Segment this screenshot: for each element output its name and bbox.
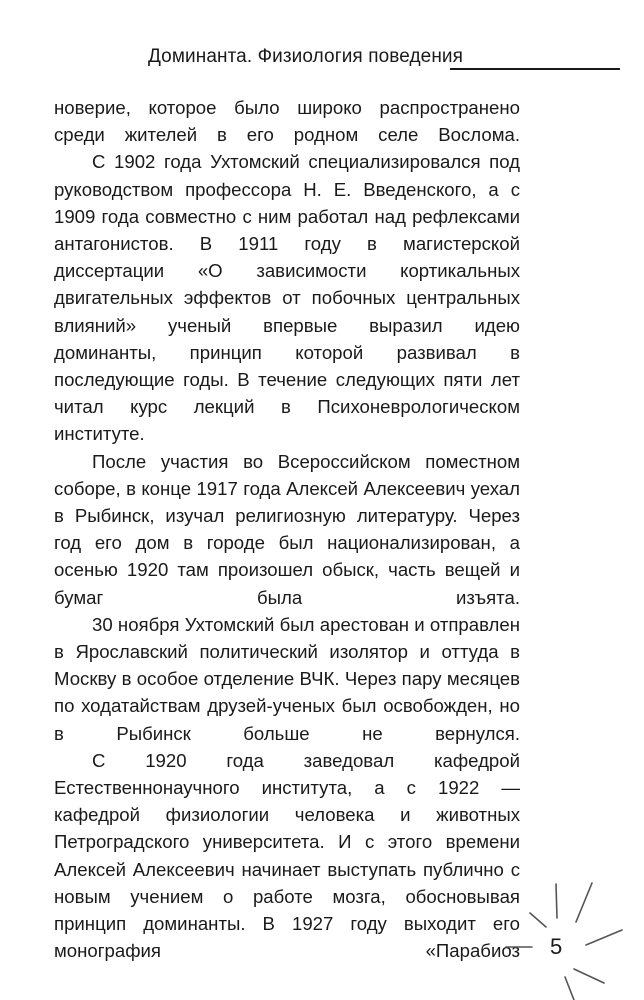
paragraph: После участия во Всероссийском поместном соборе, в конце 1917 года Алексей Алексеевич уехал в Рыбинск, изучал религиозную литературу. Через год его дом в городе был национализирован, а осенью 1920 там произошел обыск, часть вещей и бумаг была изъята. [54,450,520,608]
paragraph: новерие, которое было широко распространено среди жителей в его родном селе Вослома. [54,97,520,146]
burst-ray [586,930,622,945]
paragraph: С 1902 года Ухтомский специализировался под руководством профессора Н. Е. Введенского, а с 1909 года совместно с ним работал над рефлексами антагонистов. В 1911 году в магистерской диссертации «О зависимости кортикальных двигательных эффектов от побочных центральных влияний» ученый впервые выразил идею доминанты, принцип которой развивал в последующие годы. В течение следующих пяти лет читал курс лекций в Психоневрологическом институте. [54,151,520,445]
burst-ray [565,977,574,1000]
burst-ray [576,883,592,922]
burst-ray [556,884,557,918]
page-number: 5 [550,934,563,959]
paragraph: С 1920 года заведовал кафедрой Естественнонаучного института, а с 1922 — кафедрой физиологии человека и животных Петроградского университета. И с этого времени Алексей Алексеевич начинает выступать публично с новым учением о работе мозга, обосновывая принцип доминанты. В 1927 году выходит его монография «Парабиоз [54,749,520,962]
burst-ray [574,969,604,983]
paragraph: 30 ноября Ухтомский был арестован и отправлен в Ярославский политический изолятор и оттуда в Москву в особое отделение ВЧК. Через пару месяцев по ходатайствам друзей-ученых был освобожден, но в Рыбинск больше не вернулся. [54,613,520,744]
running-header-title: Доминанта. Физиология поведения [148,46,464,67]
burst-ray [530,913,546,927]
